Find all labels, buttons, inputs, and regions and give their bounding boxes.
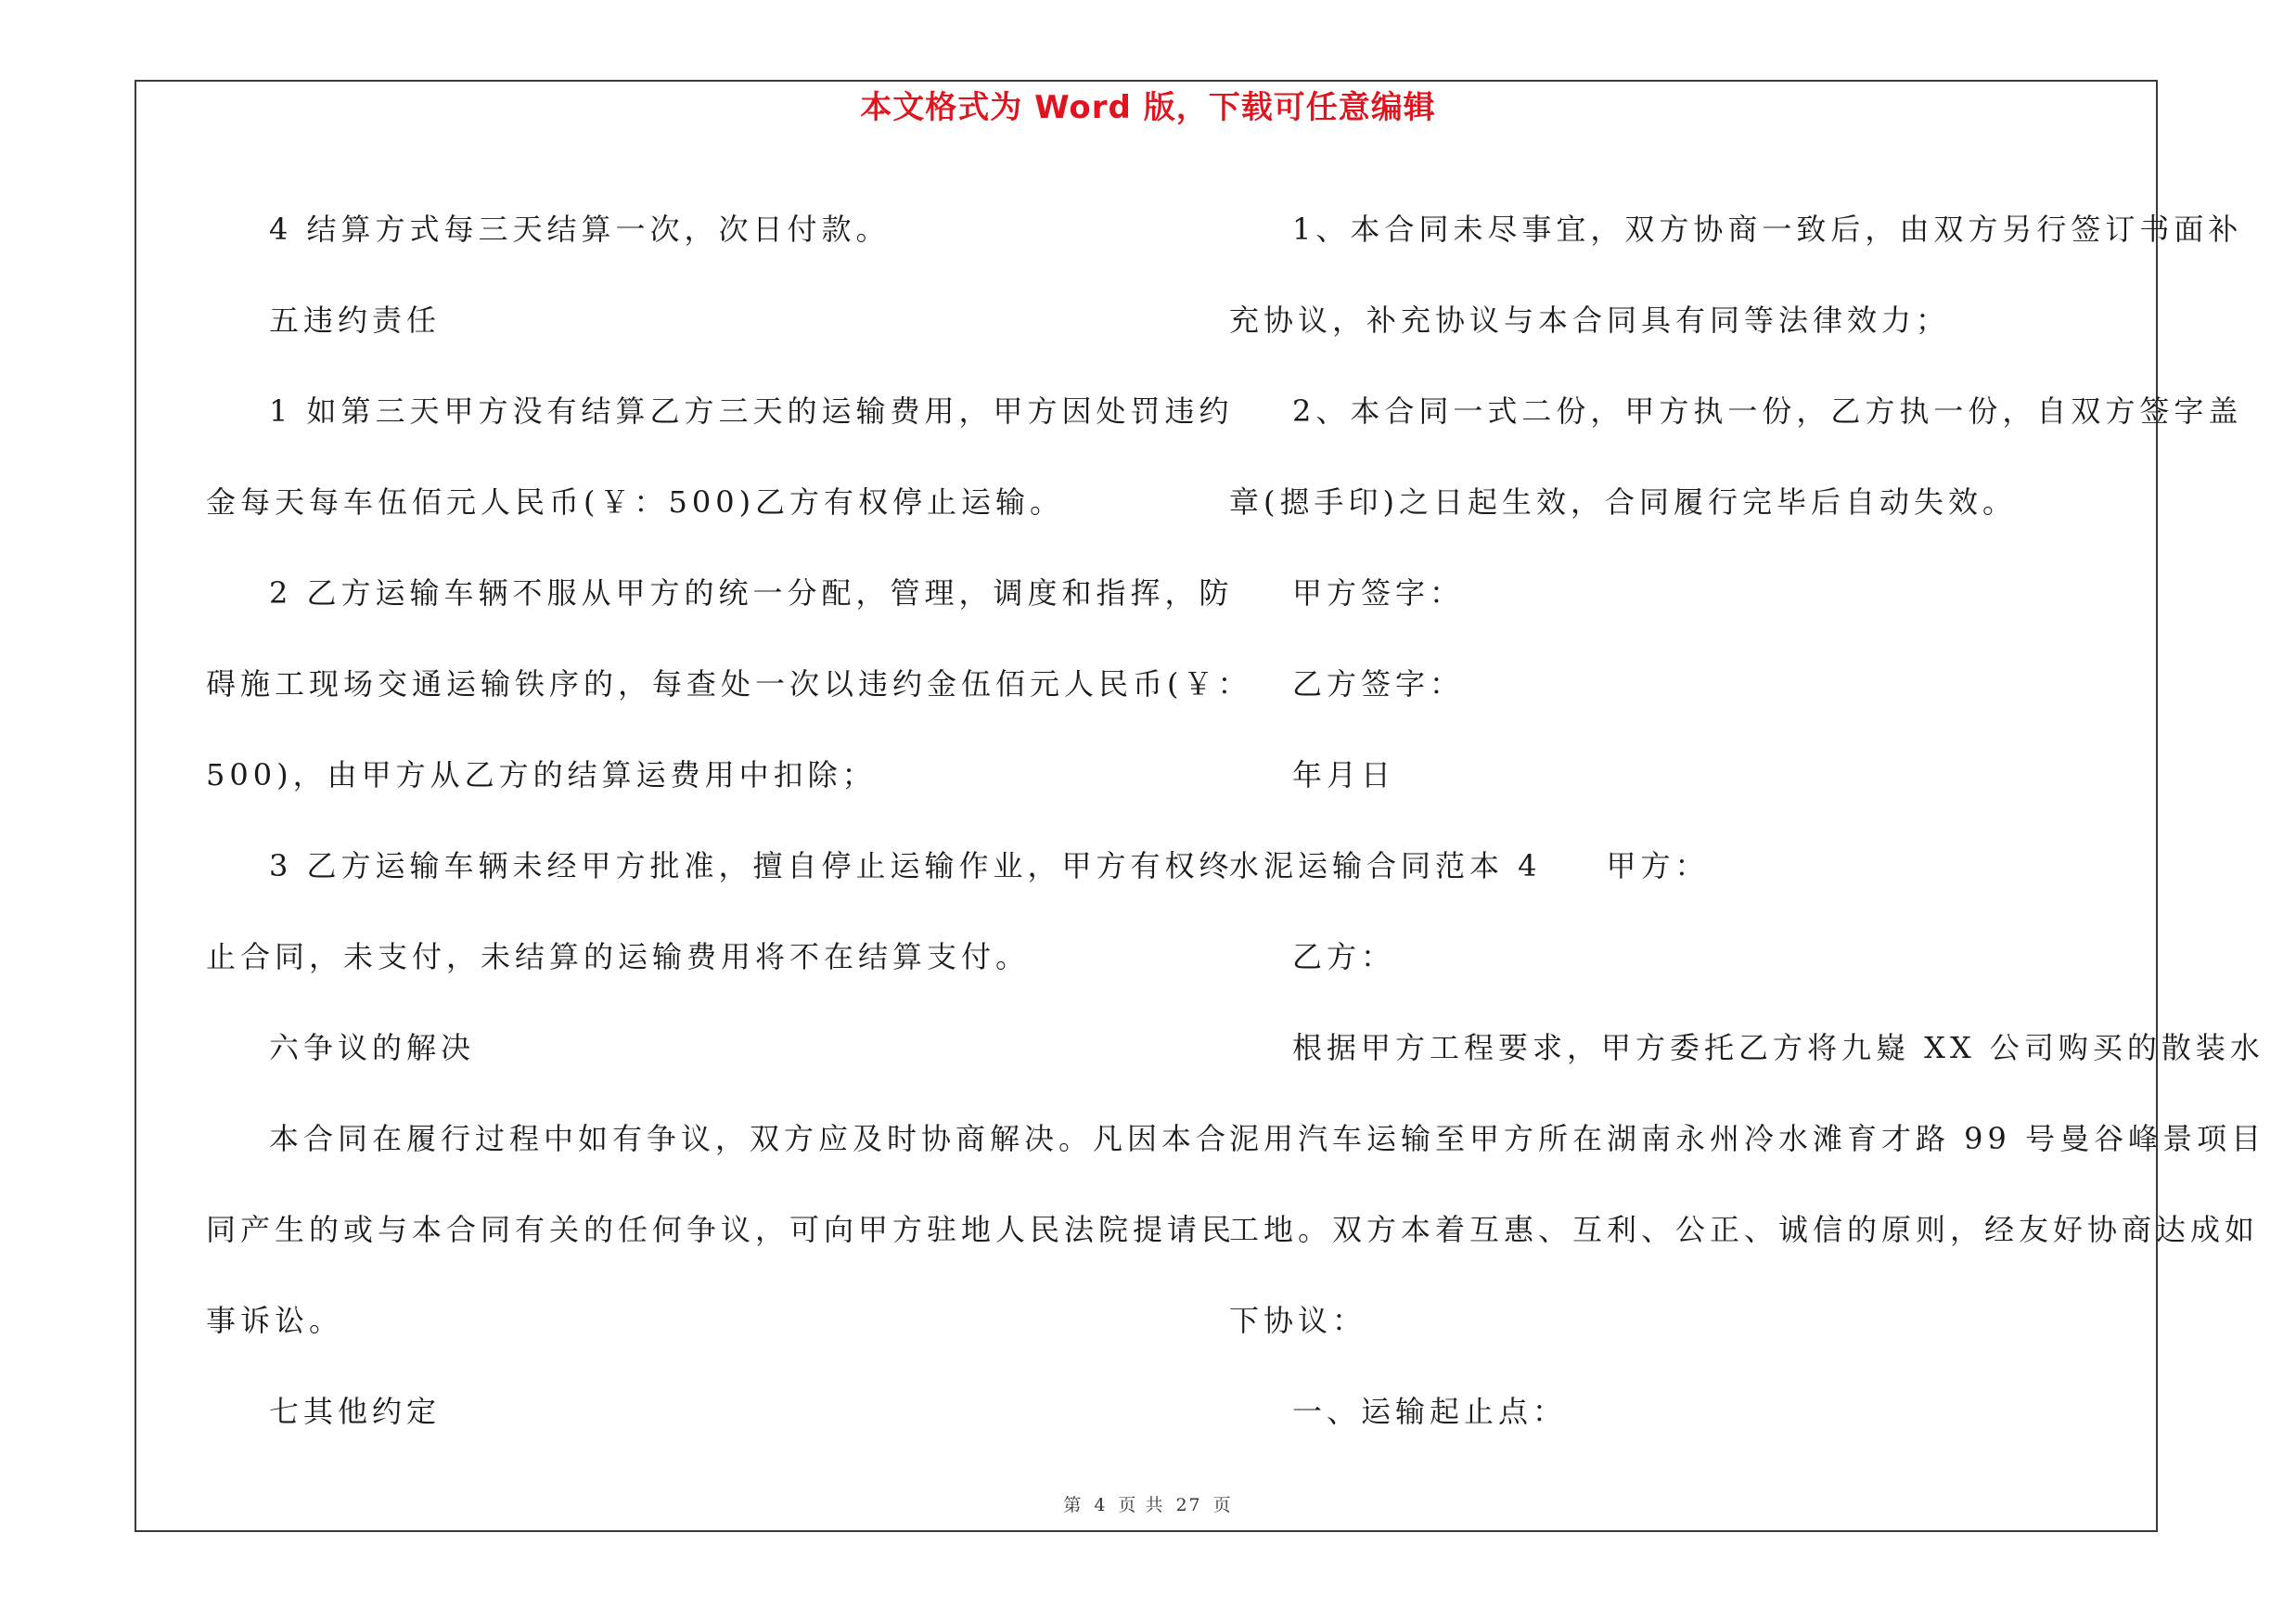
footer-prefix: 第 [1063, 1495, 1084, 1515]
party-a-label: 甲方： [1606, 848, 1710, 883]
left-column [206, 184, 1252, 1457]
page-footer [0, 1492, 2296, 1518]
paragraph-line: 3 乙方运输车辆未经甲方批准，擅自停止运输作业，甲方有权终 [269, 848, 1234, 883]
paragraph-line: 1、本合同未尽事宜，双方协商一致后，由双方另行签订书面补 [1292, 212, 2243, 247]
paragraph-line: 乙方： [1292, 939, 1396, 974]
paragraph-line: 事诉讼。 [206, 1303, 344, 1338]
paragraph-line: 泥用汽车运输至甲方所在湖南永州冷水滩育才路 99 号曼谷峰景项目 [1229, 1121, 2266, 1156]
paragraph-line: 下协议： [1229, 1303, 1367, 1338]
footer-suffix: 页 [1212, 1495, 1233, 1515]
paragraph-line: 同产生的或与本合同有关的任何争议，可向甲方驻地人民法院提请民 [206, 1212, 1237, 1247]
paragraph-line: 充协议，补充协议与本合同具有同等法律效力； [1229, 303, 1951, 338]
paragraph-line: 本合同在履行过程中如有争议，双方应及时协商解决。凡因本合 [269, 1121, 1231, 1156]
paragraph-line: 章(摁手印)之日起生效，合同履行完毕后自动失效。 [1229, 484, 2017, 520]
footer-page-number: 4 [1094, 1495, 1108, 1515]
paragraph-line: 4 结算方式每三天结算一次，次日付款。 [269, 212, 891, 247]
right-column [1229, 184, 2266, 1457]
paragraph-line: 一、运输起止点： [1292, 1394, 1568, 1429]
format-banner: 本文格式为 Word 版，下载可任意编辑 [860, 89, 1436, 126]
paragraph-line: 500)，由甲方从乙方的结算运费用中扣除； [206, 757, 877, 792]
paragraph-line: 七其他约定 [269, 1394, 442, 1429]
paragraph-line: 年月日 [1292, 757, 1396, 792]
paragraph-line: 甲方签字： [1292, 575, 1465, 611]
paragraph-line: 碍施工现场交通运输铁序的，每查处一次以违约金伍佰元人民币(￥： [206, 666, 1252, 702]
footer-total-pages: 27 [1175, 1495, 1202, 1515]
paragraph-line: 金每天每车伍佰元人民币(￥：500)乙方有权停止运输。 [206, 484, 1065, 520]
paragraph-line: 五违约责任 [269, 303, 442, 338]
contract-title: 水泥运输合同范本 4 [1229, 848, 1542, 883]
paragraph-line: 2 乙方运输车辆不服从甲方的统一分配，管理，调度和指挥，防 [269, 575, 1234, 611]
paragraph-line: 工地。双方本着互惠、互利、公正、诚信的原则，经友好协商达成如 [1229, 1212, 2260, 1247]
paragraph-line: 根据甲方工程要求，甲方委托乙方将九嶷 XX 公司购买的散装水 [1292, 1030, 2264, 1065]
paragraph-line: 六争议的解决 [269, 1030, 476, 1065]
contract-heading [1229, 820, 2157, 911]
paragraph-line: 乙方签字： [1292, 666, 1465, 702]
footer-middle: 页 共 [1118, 1495, 1165, 1515]
paragraph-line: 1 如第三天甲方没有结算乙方三天的运输费用，甲方因处罚违约 [269, 393, 1234, 429]
paragraph-line: 止合同，未支付，未结算的运输费用将不在结算支付。 [206, 939, 1031, 974]
paragraph-line: 2、本合同一式二份，甲方执一份，乙方执一份，自双方签字盖 [1292, 393, 2243, 429]
